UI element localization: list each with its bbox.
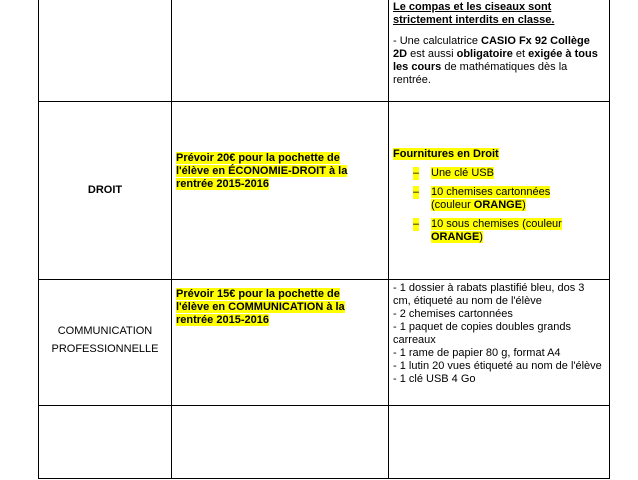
cell-subject-communication: [39, 280, 172, 406]
calc-exigee: exigée à tous les cours: [393, 48, 598, 73]
list-item: [393, 218, 605, 244]
calc-mid: est aussi: [407, 48, 457, 60]
dash-bullet: –: [413, 218, 420, 230]
list-item: - 1 lutin 20 vues étiqueté au nom de l'élève: [393, 360, 602, 372]
item-text: 10 sous chemises (couleur: [431, 218, 562, 230]
subject-communication-line-2: PROFESSIONNELLE: [51, 343, 159, 355]
table-row-empty: [39, 406, 610, 479]
fournitures-droit-list: [393, 167, 605, 244]
cell-fournitures-droit: [389, 102, 610, 280]
list-item: - 1 paquet de copies doubles grands carreaux: [393, 321, 571, 346]
subject-communication-line-1: COMMUNICATION: [57, 325, 153, 337]
cell-supplies-communication: [389, 280, 610, 406]
pochette-comm-line-3: rentrée 2015-2016: [176, 314, 269, 326]
cell-empty-3: [389, 406, 610, 479]
dash-bullet: –: [413, 167, 420, 179]
pochette-droit-line-2: l'élève en ÉCONOMIE-DROIT à la: [176, 165, 348, 177]
cell-empty-2: [172, 406, 389, 479]
calculator-text: [393, 35, 605, 87]
item-text-b: (couleur: [431, 199, 474, 211]
calc-pre: - Une calculatrice: [393, 35, 482, 47]
cell-calculator-notes: [389, 0, 610, 102]
calc-model: CASIO Fx 92 Collège 2D: [393, 35, 590, 60]
item-text-c: ): [522, 199, 526, 211]
item-text: Une clé USB: [431, 167, 494, 179]
item-strong: ORANGE: [431, 231, 480, 243]
cell-pochette-empty: [172, 0, 389, 102]
pochette-comm-line-1: Prévoir 15€ pour la pochette de: [176, 288, 340, 300]
item-text-c: ): [479, 231, 483, 243]
pochette-comm-line-2: l'élève en COMMUNICATION à la: [176, 301, 345, 313]
fournitures-droit-title-wrap: [393, 104, 605, 161]
item-text: 10 chemises cartonnées: [431, 186, 551, 198]
cell-subject-empty: [39, 0, 172, 102]
cell-subject-droit: [39, 102, 172, 280]
warning-text: [393, 1, 605, 27]
list-item: [393, 186, 605, 212]
supplies-table: [38, 0, 610, 479]
pochette-droit-text: [176, 104, 384, 191]
table-row-communication: [39, 280, 610, 406]
dash-bullet: –: [413, 186, 420, 198]
fournitures-droit-title: Fournitures en Droit: [393, 148, 499, 160]
list-item: - 1 rame de papier 80 g, format A4: [393, 347, 561, 359]
list-item: - 1 dossier à rabats plastifié bleu, dos 3 cm, étiqueté au nom de l'élève: [393, 282, 585, 307]
calc-post: de mathématiques dès la rentrée.: [393, 61, 568, 86]
table-row-droit: [39, 102, 610, 280]
cell-empty-1: [39, 406, 172, 479]
cell-pochette-droit: [172, 102, 389, 280]
item-strong: ORANGE: [473, 199, 523, 211]
list-item: - 2 chemises cartonnées: [393, 308, 513, 320]
pochette-droit-line-1: Prévoir 20€ pour la pochette de: [176, 152, 340, 164]
calc-obligatoire: obligatoire: [456, 48, 513, 60]
calc-et: et: [512, 48, 529, 60]
subject-droit: DROIT: [87, 184, 123, 196]
list-item: - 1 clé USB 4 Go: [393, 373, 476, 385]
cell-pochette-communication: [172, 280, 389, 406]
list-item: [393, 167, 605, 180]
warning-line-2: strictement interdits en classe.: [393, 14, 555, 26]
table-row-calculator: [39, 0, 610, 102]
pochette-comm-text: [176, 282, 384, 327]
warning-line-1: Le compas et les ciseaux sont: [393, 1, 552, 13]
pochette-droit-line-3: rentrée 2015-2016: [176, 178, 269, 190]
